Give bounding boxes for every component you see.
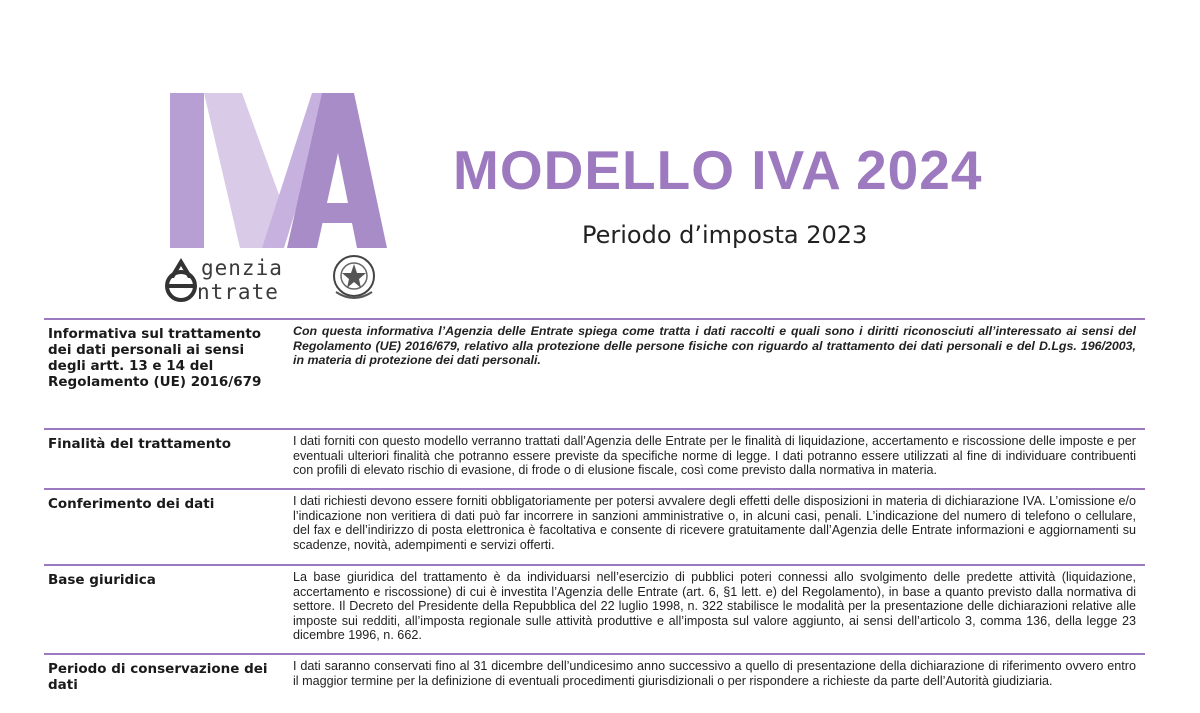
section-row <box>44 653 1145 713</box>
section-heading: Informativa sul trattamento dei dati personali ai sensi degli artt. 13 e 14 del Regolamento (UE) 2016/679 <box>48 326 262 390</box>
section-text: La base giuridica del trattamento è da individuarsi nell’esercizio di pubblici poteri connessi allo svolgimento delle predette attività (liquidazione, accertamento e riscossione) di cui è investita l’Agenzia delle Entrate (art. 6, §1 lett. e) del Regolamento), in base a quanto previsto dalla normativa di settore. Il Decreto del Presidente della Repubblica del 22 luglio 1998, n. 322 stabilisce le modalità per la presentazione delle dichiarazioni relative alle imposte sui redditi, all’imposta regionale sulle attività produttive e all’imposta sul valore aggiunto, ai sensi dell’articolo 3, comma 136, della legge 23 dicembre 1996, n. 662. <box>293 570 1136 643</box>
brand-line-1: genzia <box>201 256 283 280</box>
section-heading: Periodo di conservazione dei dati <box>48 661 268 693</box>
brand-line-2: ntrate <box>197 280 279 304</box>
agenzia-entrate-brand <box>163 256 343 306</box>
section-text: I dati forniti con questo modello verranno trattati dall’Agenzia delle Entrate per le finalità di liquidazione, accertamento e riscossione delle imposte e per eventuali ulteriori finalità che potranno essere previste da specifiche norme di legge. I dati potranno essere utilizzati al fine di individuare contribuenti con profili di elevato rischio di evasione, di frode o di elusione fiscale, così come previsto dalla normativa in materia. <box>293 434 1136 478</box>
section-text: Con questa informativa l’Agenzia delle Entrate spiega come tratta i dati raccolti e quali sono i diritti riconosciuti all’interessato ai sensi del Regolamento (UE) 2016/679, relativo alla protezione delle persone fisiche con riguardo al trattamento dei dati personali e del D.Lgs. 196/2003, in materia di protezione dei dati personali. <box>293 324 1136 368</box>
section-row <box>44 318 1145 428</box>
brand-mark-icon <box>163 258 199 302</box>
section-text: I dati saranno conservati fino al 31 dicembre dell’undicesimo anno successivo a quello di presentazione della dichiarazione di riferimento ovvero entro il maggior termine per la definizione di eventuali procedimenti giurisdizionali o per rispondere a richieste da parte dell’Autorità giudiziaria. <box>293 659 1136 688</box>
republic-emblem-icon <box>330 252 378 302</box>
section-row <box>44 564 1145 653</box>
page-title: MODELLO IVA 2024 <box>453 139 983 201</box>
section-text: I dati richiesti devono essere forniti obbligatoriamente per potersi avvalere degli effetti delle disposizioni in materia di dichiarazione IVA. L’omissione e/o l’indicazione non veritiera di dati può far incorrere in sanzioni amministrative o, in alcuni casi, penali. L’indicazione del numero di telefono o cellulare, del fax e dell’indirizzo di posta elettronica è facoltativa e consente di ricevere gratuitamente dall’Agenzia delle Entrate informazioni e aggiornamenti su scadenze, novità, adempimenti e servizi offerti. <box>293 494 1136 552</box>
section-heading: Base giuridica <box>48 572 156 588</box>
page-subtitle: Periodo d’imposta 2023 <box>582 221 868 249</box>
privacy-info-table <box>44 318 1145 713</box>
section-row <box>44 428 1145 488</box>
section-row <box>44 488 1145 564</box>
section-heading: Finalità del trattamento <box>48 436 232 452</box>
section-heading: Conferimento dei dati <box>48 496 215 512</box>
